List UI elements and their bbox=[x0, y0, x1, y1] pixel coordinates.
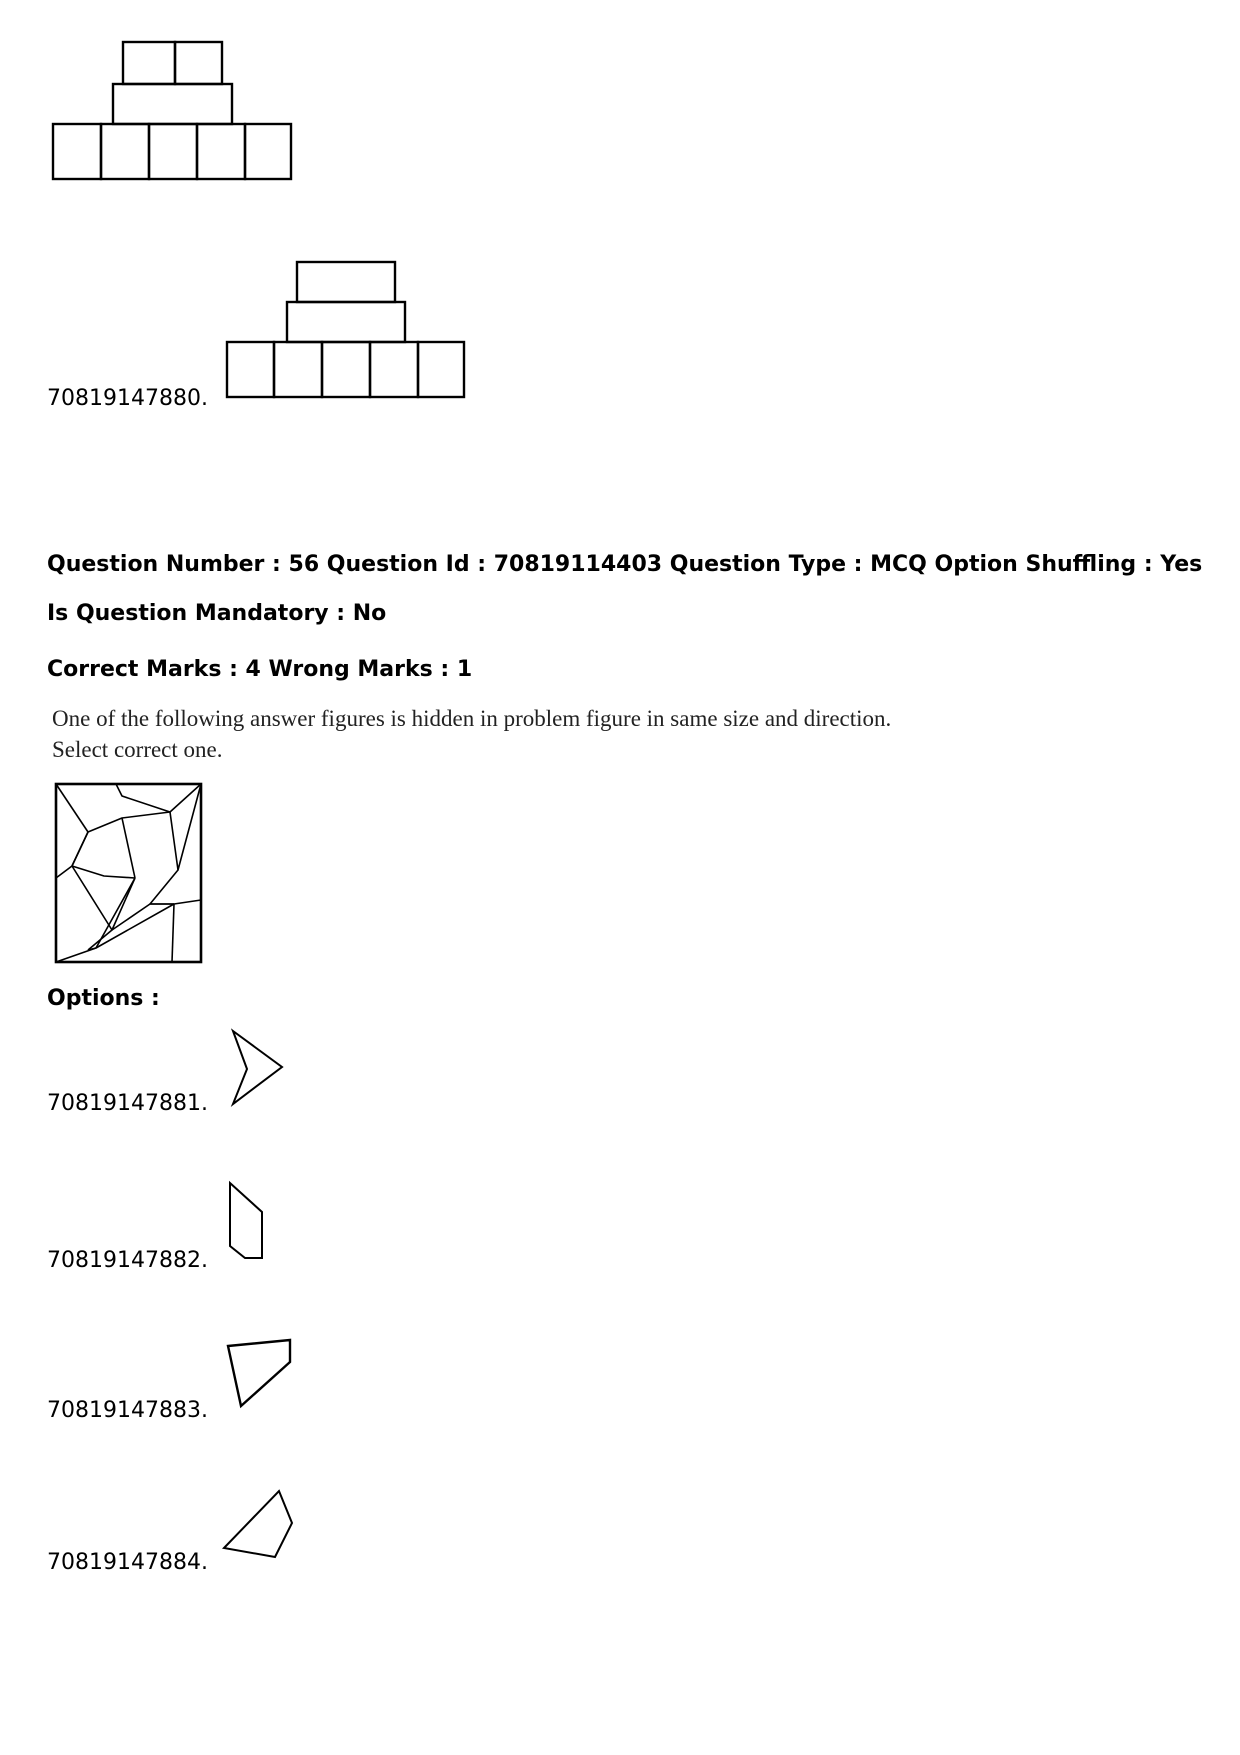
option-id-70819147880: 70819147880. bbox=[47, 386, 208, 411]
question-text-line-1: One of the following answer figures is hidden in problem figure in same size and direction. bbox=[52, 706, 892, 731]
option-id-70819147881: 70819147881. bbox=[47, 1091, 208, 1116]
option-id-70819147883: 70819147883. bbox=[47, 1398, 208, 1423]
option-figure-4 bbox=[0, 0, 300, 1580]
option-id-70819147882: 70819147882. bbox=[47, 1248, 208, 1273]
options-heading: Options : bbox=[47, 986, 160, 1011]
question-text-line-2: Select correct one. bbox=[52, 737, 223, 762]
question-marks: Correct Marks : 4 Wrong Marks : 1 bbox=[47, 657, 473, 682]
question-header: Question Number : 56 Question Id : 70819114403 Question Type : MCQ Option Shuffling : Yes bbox=[47, 552, 1203, 577]
option-id-70819147884: 70819147884. bbox=[47, 1550, 208, 1575]
question-mandatory: Is Question Mandatory : No bbox=[47, 601, 387, 626]
